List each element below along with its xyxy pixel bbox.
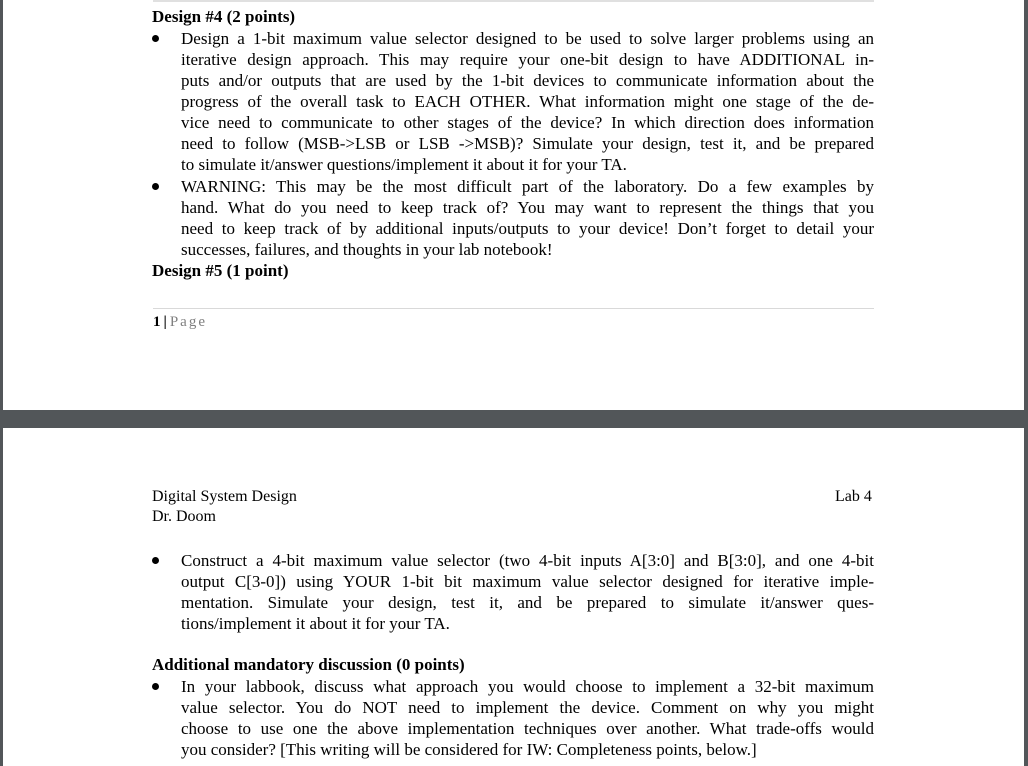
text-line: In your labbook, discuss what approach you would choose to implement a 32-bit maximum (181, 677, 874, 696)
header-course-title: Digital System Design (152, 488, 297, 505)
text-line: vice need to communicate to other stages of the device? In which direction does information (181, 113, 874, 132)
text-line: mentation. Simulate your design, test it, and be prepared to simulate it/answer ques- (181, 593, 874, 612)
text-line: puts and/or outputs that are used by the 1-bit devices to communicate information about the (181, 71, 874, 90)
page-word: Page (169, 314, 207, 330)
text-line: value selector. You do NOT need to implement the device. Comment on why you might (181, 698, 874, 717)
text-line: WARNING: This may be the most difficult part of the laboratory. Do a few examples by (181, 177, 874, 196)
footer-divider (153, 308, 874, 309)
page-footer (153, 313, 207, 331)
document-page-1 (3, 0, 1024, 410)
text-line: output C[3-0]) using YOUR 1-bit bit maximum value selector designed for iterative imple- (181, 572, 874, 591)
design5-bullet (181, 550, 874, 634)
text-line: tions/implement it about it for your TA. (181, 614, 450, 633)
design4-bullet-1 (181, 28, 874, 175)
text-line: you consider? [This writing will be considered for IW: Completeness points, below.] (181, 740, 757, 759)
text-line: hand. What do you need to keep track of? You may want to represent the things that you (181, 198, 874, 217)
page-separator: | (163, 314, 167, 330)
header-course (152, 487, 297, 527)
design4-bullet-2 (181, 176, 874, 260)
document-page-2 (3, 428, 1024, 766)
text-line: Construct a 4-bit maximum value selector (two 4-bit inputs A[3:0] and B[3:0], and one 4-bit (181, 551, 874, 570)
text-line: choose to use one the above implementation techniques over another. What trade-offs would (181, 719, 874, 738)
header-instructor: Dr. Doom (152, 508, 216, 525)
design4-heading: Design #4 (2 points) (152, 7, 296, 26)
text-line: need to keep track of by additional inputs/outputs to your device! Don’t forget to detail your (181, 219, 874, 238)
bullet-icon (152, 683, 159, 690)
discussion-bullet (181, 676, 874, 760)
text-line: progress of the overall task to EACH OTHER. What information might one stage of the de- (181, 92, 874, 111)
bullet-icon (152, 557, 159, 564)
text-line: iterative design approach. This may require your one-bit design to have ADDITIONAL in- (181, 50, 874, 69)
bullet-icon (152, 35, 159, 42)
bullet-icon (152, 183, 159, 190)
page-top-edge (153, 0, 874, 2)
text-line: to simulate it/answer questions/implement it about it for your TA. (181, 155, 627, 174)
discussion-heading: Additional mandatory discussion (0 points) (152, 655, 465, 674)
text-line: successes, failures, and thoughts in your lab notebook! (181, 240, 553, 259)
page-number: 1 (153, 314, 161, 330)
text-line: Design a 1-bit maximum value selector designed to be used to solve larger problems using an (181, 29, 874, 48)
design5-heading: Design #5 (1 point) (152, 261, 289, 280)
text-line: need to follow (MSB->LSB or LSB ->MSB)? Simulate your design, test it, and be prepared (181, 134, 874, 153)
header-lab-number: Lab 4 (835, 488, 872, 505)
